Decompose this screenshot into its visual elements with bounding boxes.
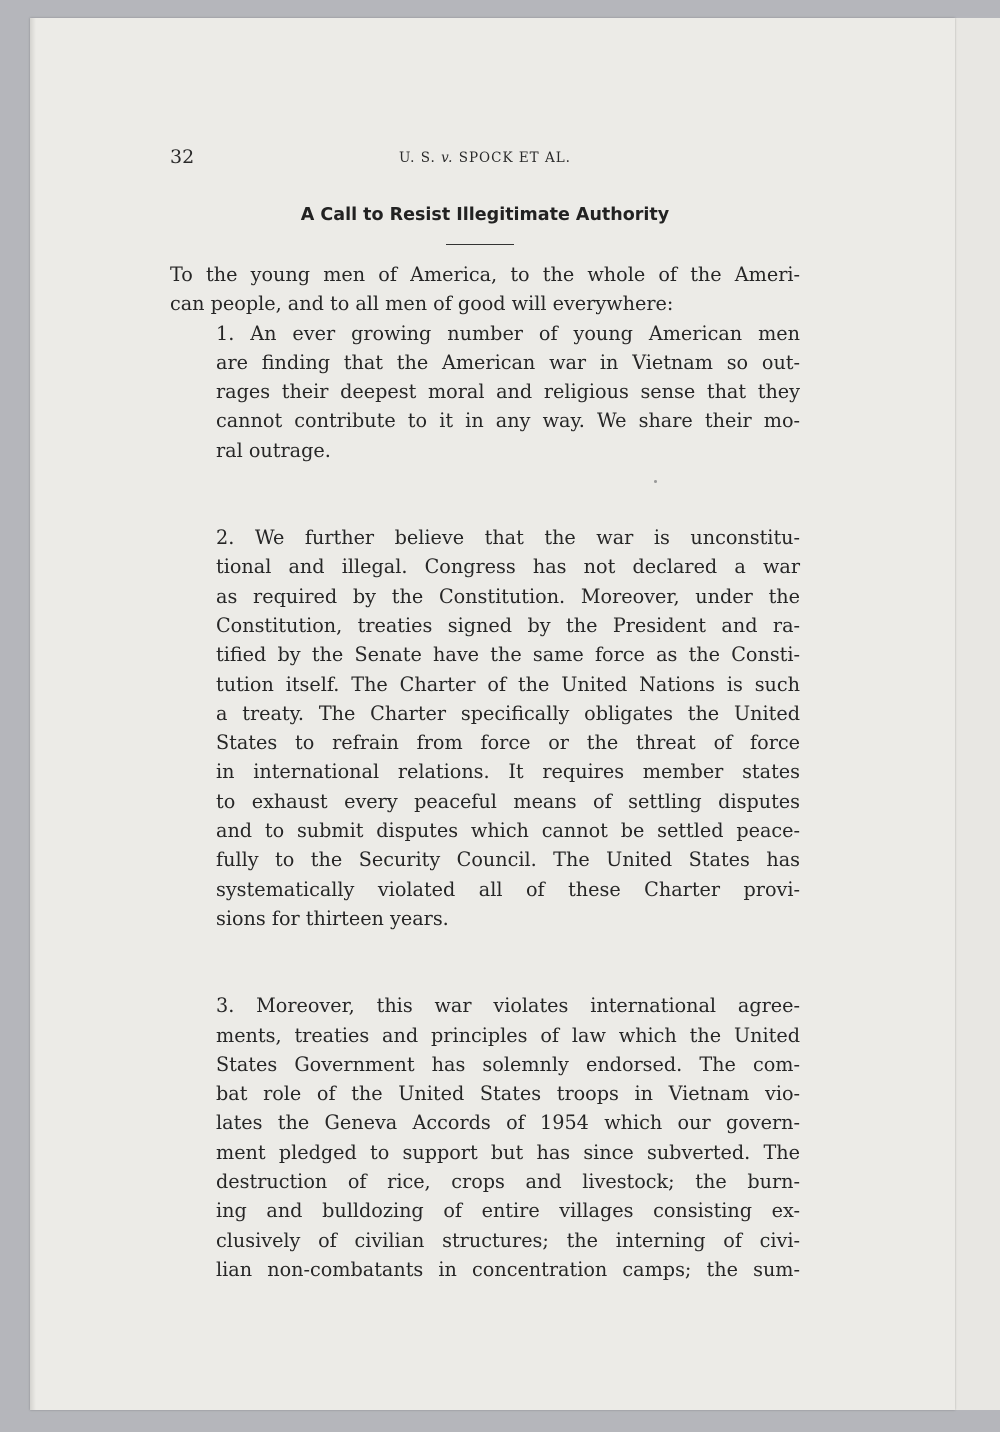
document-title: A Call to Resist Illegitimate Authority bbox=[300, 205, 670, 225]
text-line: systematically violated all of these Charter provi- bbox=[216, 877, 800, 901]
paragraph-gap bbox=[170, 465, 800, 523]
page-number: 32 bbox=[170, 146, 195, 168]
text-line: 2. We further believe that the war is unconstitu- bbox=[216, 526, 800, 550]
intro-paragraph bbox=[170, 260, 800, 319]
paragraph-3 bbox=[170, 991, 800, 1284]
text-line: 3. Moreover, this war violates international agree- bbox=[216, 994, 800, 1018]
text-line: cannot contribute to it in any way. We share their mo- bbox=[216, 409, 800, 433]
text-line: ment pledged to support but has since subverted. The bbox=[216, 1140, 800, 1164]
text-line: destruction of rice, crops and livestock; the burn- bbox=[216, 1170, 800, 1194]
text-line: lian non-combatants in concentration camps; the sum- bbox=[216, 1257, 800, 1281]
text-line: as required by the Constitution. Moreover, under the bbox=[216, 584, 800, 608]
text-line: tional and illegal. Congress has not declared a war bbox=[216, 555, 800, 579]
page-binding-edge bbox=[30, 18, 36, 1410]
text-line: lates the Geneva Accords of 1954 which our govern- bbox=[216, 1111, 800, 1135]
running-head bbox=[170, 146, 800, 172]
body-text bbox=[170, 260, 800, 1284]
text-line: rages their deepest moral and religious sense that they bbox=[216, 380, 800, 404]
facing-page-edge bbox=[952, 18, 1000, 1410]
text-line: to exhaust every peaceful means of settling disputes bbox=[216, 789, 800, 813]
text-line: and to submit disputes which cannot be settled peace- bbox=[216, 819, 800, 843]
text-line: fully to the Security Council. The United States has bbox=[216, 848, 800, 872]
text-line: To the young men of America, to the whole of the Ameri- bbox=[170, 263, 800, 286]
text-line: are finding that the American war in Vietnam so out- bbox=[216, 350, 800, 374]
text-line: 1. An ever growing number of young American men bbox=[216, 321, 800, 345]
text-line: bat role of the United States troops in Vietnam vio- bbox=[216, 1082, 800, 1106]
text-line: can people, and to all men of good will everywhere: bbox=[170, 292, 674, 316]
text-line: in international relations. It requires member states bbox=[216, 760, 800, 784]
text-line: tution itself. The Charter of the United Nations is such bbox=[216, 672, 800, 696]
text-line: ral outrage. bbox=[216, 438, 331, 462]
text-line: States to refrain from force or the threat of force bbox=[216, 731, 800, 755]
running-title-post: SPOCK ET AL. bbox=[453, 150, 571, 166]
paragraph-1 bbox=[170, 319, 800, 465]
text-line: clusively of civilian structures; the interning of civi- bbox=[216, 1228, 800, 1252]
running-title-versus: v. bbox=[441, 150, 454, 166]
text-line: States Government has solemnly endorsed. The com- bbox=[216, 1052, 800, 1076]
text-line: sions for thirteen years. bbox=[216, 906, 449, 930]
paragraph-gap bbox=[170, 933, 800, 991]
text-line: tified by the Senate have the same force as the Consti- bbox=[216, 643, 800, 667]
text-line: Constitution, treaties signed by the President and ra- bbox=[216, 613, 800, 637]
text-line: a treaty. The Charter specifically obligates the United bbox=[216, 701, 800, 725]
text-line: ments, treaties and principles of law which the United bbox=[216, 1023, 800, 1047]
running-title bbox=[170, 150, 800, 166]
text-line: ing and bulldozing of entire villages consisting ex- bbox=[216, 1199, 800, 1223]
paragraph-2 bbox=[170, 523, 800, 933]
title-rule bbox=[446, 244, 514, 245]
running-title-pre: U. S. bbox=[399, 150, 442, 166]
